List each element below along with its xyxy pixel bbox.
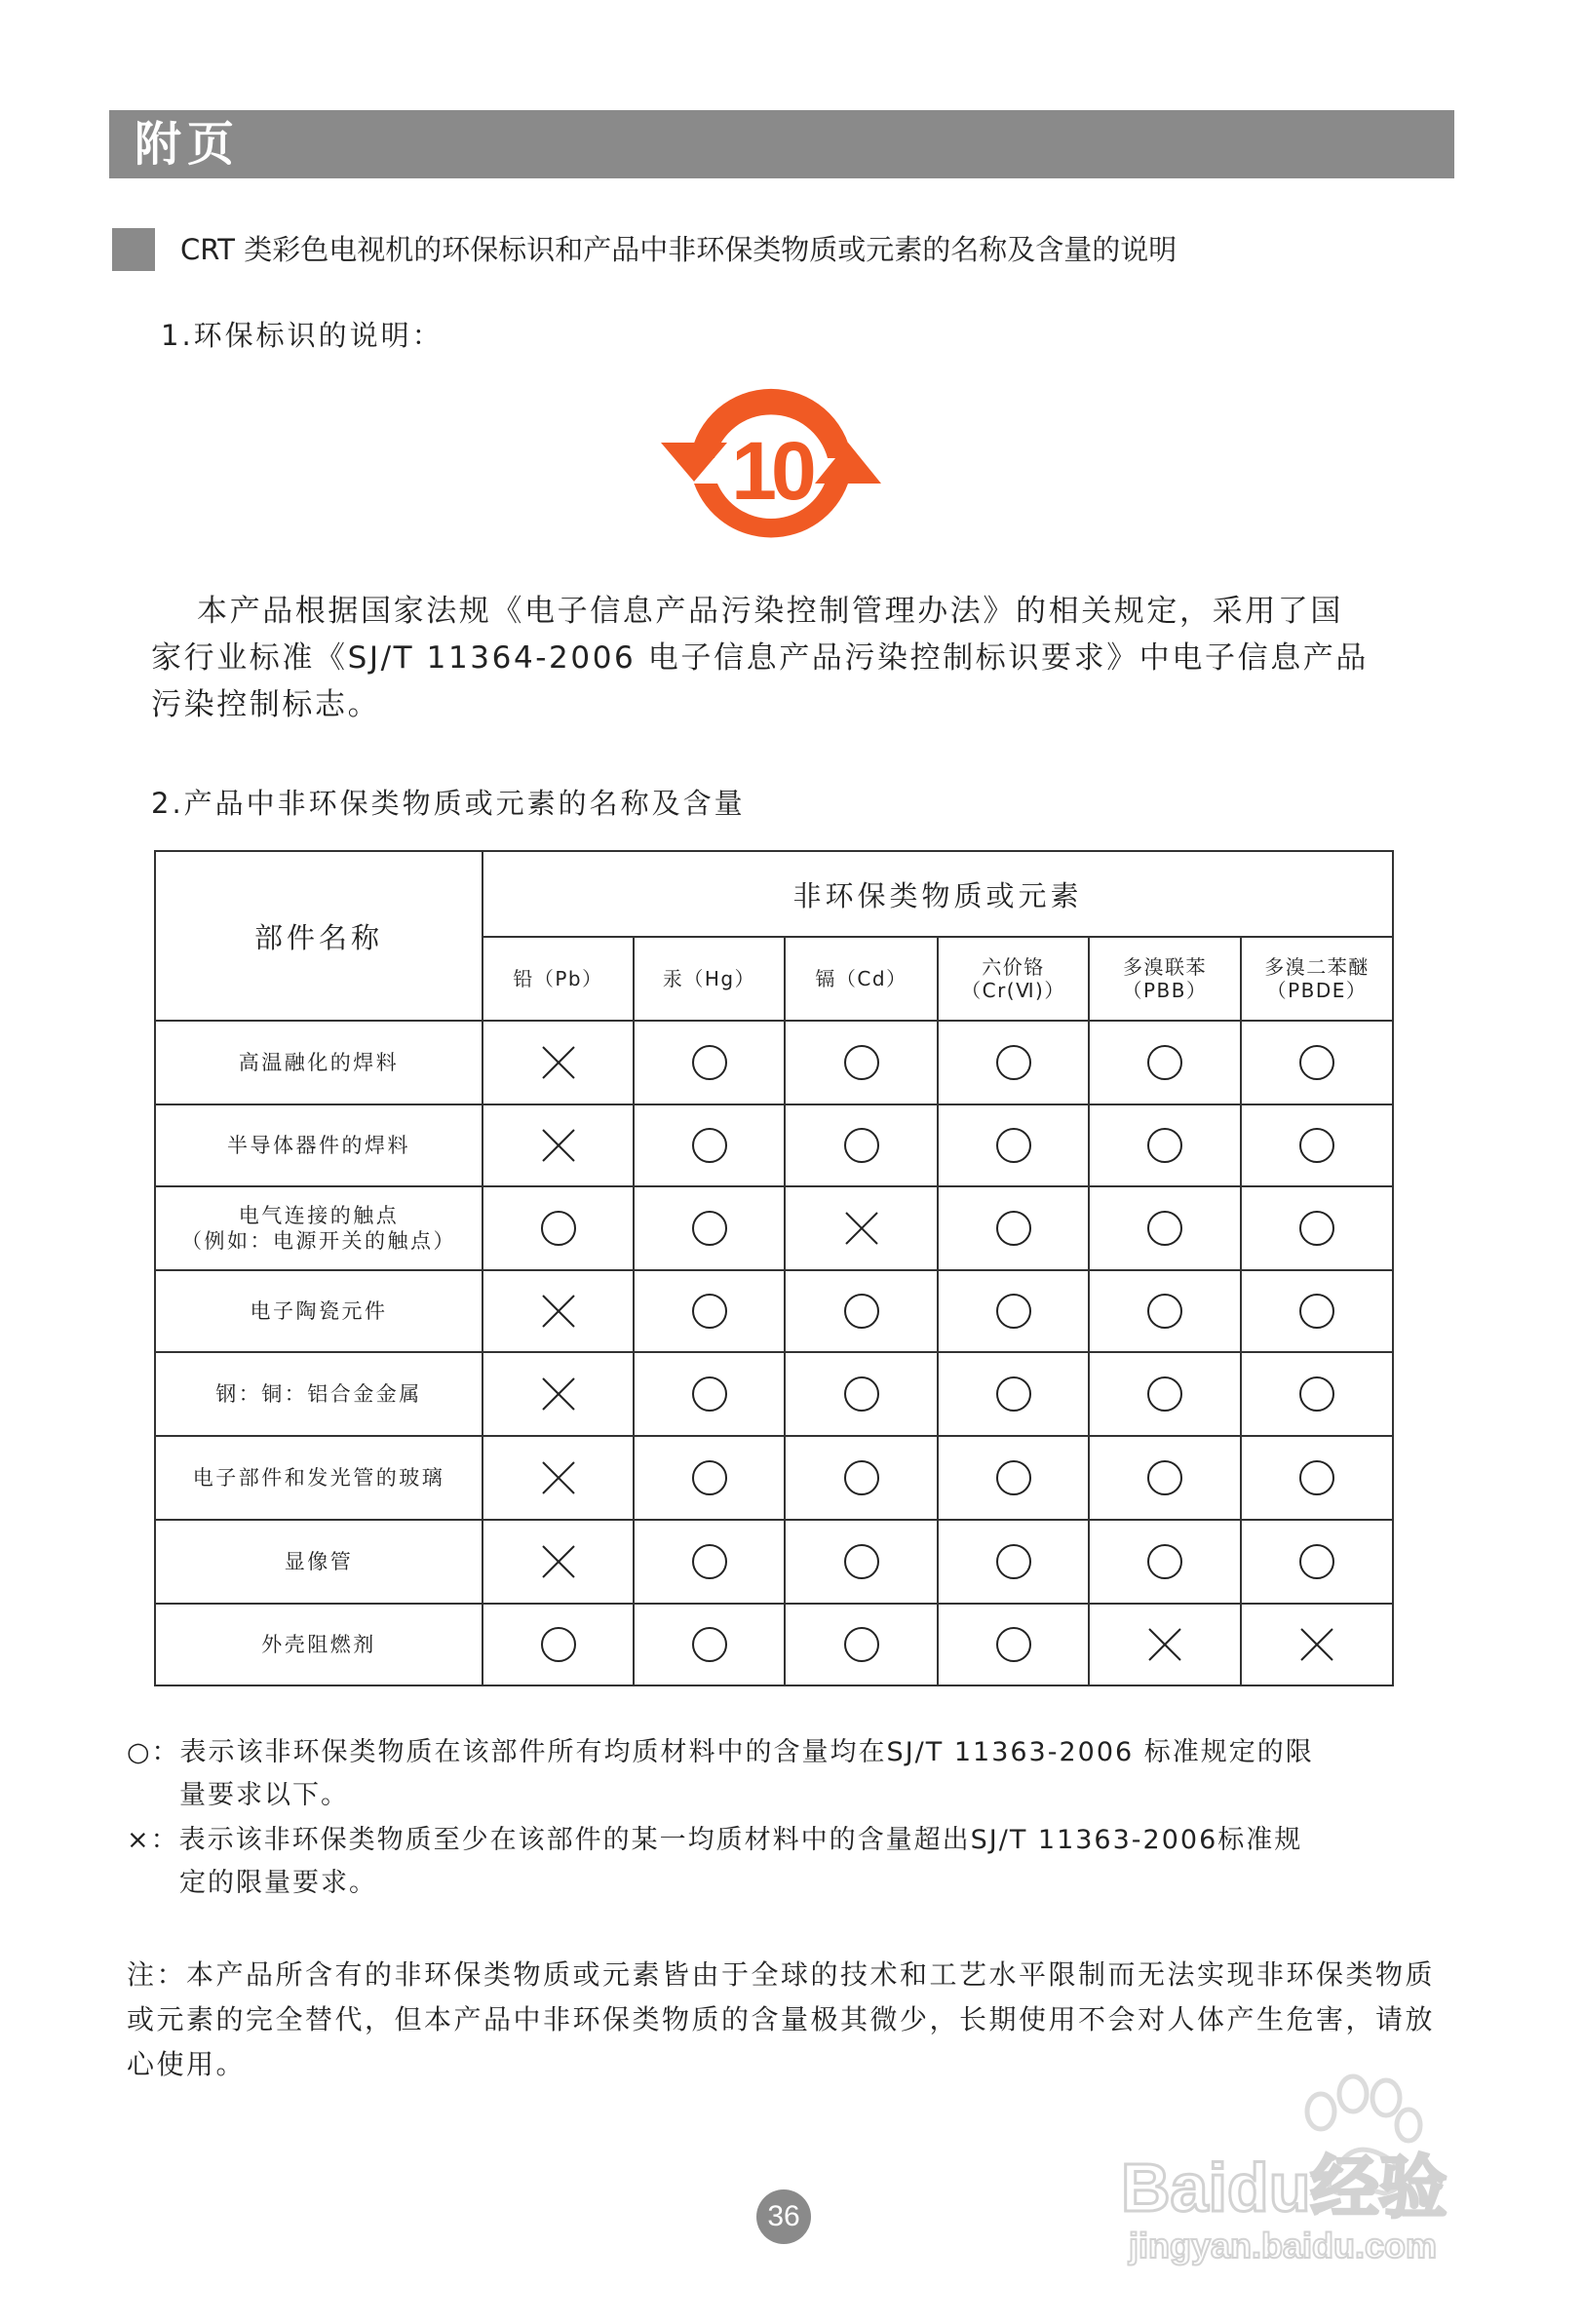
legend-line: 量要求以下。 bbox=[179, 1780, 349, 1810]
table-row bbox=[155, 1104, 1393, 1186]
substance-mark-cell bbox=[1089, 1021, 1241, 1104]
substance-name: 镉（Cd） bbox=[815, 967, 907, 990]
substance-mark-cell bbox=[1241, 1270, 1393, 1352]
logo-number: 10 bbox=[731, 425, 811, 517]
table-row bbox=[155, 1352, 1393, 1436]
paragraph-line: 污染控制标志。 bbox=[151, 687, 381, 722]
part-name: 电气连接的触点 bbox=[238, 1204, 400, 1227]
paragraph-line: 本产品根据国家法规《电子信息产品污染控制管理办法》的相关规定，采用了国 bbox=[197, 594, 1343, 629]
cross-mark-icon bbox=[842, 1209, 881, 1248]
environment-protection-use-period-icon bbox=[659, 374, 883, 569]
substance-mark-cell bbox=[1241, 1604, 1393, 1685]
cross-mark-icon bbox=[539, 1043, 578, 1082]
substance-mark-cell bbox=[938, 1604, 1089, 1685]
substance-mark-cell bbox=[634, 1186, 785, 1270]
section-title: CRT 类彩色电视机的环保标识和产品中非环保类物质或元素的名称及含量的说明 bbox=[180, 233, 1178, 266]
part-name-cell bbox=[155, 1604, 483, 1685]
part-name: 钢：铜：铝合金金属 bbox=[215, 1382, 422, 1406]
substance-column-header bbox=[1089, 937, 1241, 1021]
table-row bbox=[155, 1436, 1393, 1520]
part-name: 外壳阻燃剂 bbox=[261, 1633, 376, 1656]
substance-group-header: 非环保类物质或元素 bbox=[483, 851, 1393, 937]
subheading-2: 2.产品中非环保类物质或元素的名称及含量 bbox=[151, 787, 746, 820]
part-name-header: 部件名称 bbox=[155, 851, 483, 1021]
substance-mark-cell bbox=[785, 1352, 938, 1436]
substance-mark-cell bbox=[1241, 1520, 1393, 1604]
substance-mark-cell bbox=[1241, 1352, 1393, 1436]
substance-mark-cell bbox=[1089, 1270, 1241, 1352]
circle-mark-icon bbox=[690, 1375, 729, 1414]
substance-mark-cell bbox=[634, 1436, 785, 1520]
substance-name: 多溴联苯 bbox=[1123, 955, 1207, 979]
section-marker bbox=[112, 228, 155, 271]
circle-legend bbox=[127, 1731, 1423, 1817]
circle-mark-icon bbox=[1297, 1458, 1336, 1497]
substance-name: 铅（Pb） bbox=[513, 967, 603, 990]
part-name-cell bbox=[155, 1270, 483, 1352]
substance-mark-cell bbox=[785, 1104, 938, 1186]
part-name-cell bbox=[155, 1021, 483, 1104]
circle-mark-icon bbox=[994, 1043, 1033, 1082]
table-row bbox=[155, 1270, 1393, 1352]
legend-line: ○：表示该非环保类物质在该部件所有均质材料中的含量均在SJ/T 11363-2006 标准规定的限 bbox=[127, 1737, 1314, 1767]
subheading-1: 1.环保标识的说明： bbox=[161, 319, 444, 352]
substance-column-header bbox=[785, 937, 938, 1021]
substance-mark-cell bbox=[1089, 1186, 1241, 1270]
circle-mark-icon bbox=[539, 1625, 578, 1664]
legend-line: 定的限量要求。 bbox=[179, 1868, 377, 1898]
circle-mark-icon bbox=[842, 1375, 881, 1414]
table-row bbox=[155, 1186, 1393, 1270]
substance-mark-cell bbox=[785, 1021, 938, 1104]
circle-mark-icon bbox=[690, 1625, 729, 1664]
circle-mark-icon bbox=[994, 1126, 1033, 1165]
substance-mark-cell bbox=[1089, 1104, 1241, 1186]
substance-mark-cell bbox=[785, 1604, 938, 1685]
cross-mark-icon bbox=[1145, 1625, 1184, 1664]
circle-mark-icon bbox=[842, 1292, 881, 1331]
substance-mark-cell bbox=[938, 1186, 1089, 1270]
part-name-cell bbox=[155, 1352, 483, 1436]
part-name: 高温融化的焊料 bbox=[238, 1051, 400, 1074]
substance-name: 六价铬 bbox=[982, 955, 1045, 979]
note-line: 注：本产品所含有的非环保类物质或元素皆由于全球的技术和工艺水平限制而无法实现非环保类物质 bbox=[127, 1958, 1436, 1991]
substance-mark-cell bbox=[483, 1186, 634, 1270]
substance-mark-cell bbox=[483, 1436, 634, 1520]
substance-mark-cell bbox=[785, 1520, 938, 1604]
part-name: 显像管 bbox=[284, 1550, 354, 1573]
intro-paragraph bbox=[151, 588, 1409, 728]
part-name: 电子部件和发光管的玻璃 bbox=[192, 1466, 445, 1490]
table-row bbox=[155, 1021, 1393, 1104]
substance-name: 多溴二苯醚 bbox=[1264, 955, 1370, 979]
substance-mark-cell bbox=[634, 1104, 785, 1186]
substance-mark-cell bbox=[483, 1021, 634, 1104]
substance-mark-cell bbox=[938, 1270, 1089, 1352]
substance-symbol: （PBB） bbox=[1122, 979, 1208, 1002]
page-number: 36 bbox=[756, 2189, 811, 2244]
substance-name: 汞（Hg） bbox=[662, 967, 756, 990]
substance-mark-cell bbox=[1241, 1104, 1393, 1186]
circle-mark-icon bbox=[994, 1458, 1033, 1497]
circle-mark-icon bbox=[842, 1542, 881, 1581]
substance-mark-cell bbox=[1241, 1021, 1393, 1104]
substance-mark-cell bbox=[634, 1352, 785, 1436]
substance-mark-cell bbox=[483, 1604, 634, 1685]
circle-mark-icon bbox=[994, 1209, 1033, 1248]
circle-mark-icon bbox=[842, 1458, 881, 1497]
table-row bbox=[155, 1520, 1393, 1604]
circle-mark-icon bbox=[1145, 1043, 1184, 1082]
header-bar bbox=[109, 110, 1454, 178]
circle-mark-icon bbox=[842, 1625, 881, 1664]
substance-mark-cell bbox=[634, 1270, 785, 1352]
substance-mark-cell bbox=[634, 1021, 785, 1104]
circle-mark-icon bbox=[690, 1209, 729, 1248]
paragraph-line: 家行业标准《SJ/T 11364-2006 电子信息产品污染控制标识要求》中电子信息产品 bbox=[151, 640, 1369, 676]
substance-mark-cell bbox=[483, 1352, 634, 1436]
part-name-cell bbox=[155, 1520, 483, 1604]
substance-mark-cell bbox=[785, 1270, 938, 1352]
circle-mark-icon bbox=[1145, 1292, 1184, 1331]
substance-symbol: （PBDE） bbox=[1266, 979, 1368, 1002]
cross-mark-icon bbox=[539, 1292, 578, 1331]
circle-mark-icon bbox=[994, 1542, 1033, 1581]
cross-mark-icon bbox=[539, 1542, 578, 1581]
circle-mark-icon bbox=[1297, 1292, 1336, 1331]
page-title: 附页 bbox=[135, 117, 241, 172]
note-line: 心使用。 bbox=[127, 2048, 247, 2080]
cross-mark-icon bbox=[1297, 1625, 1336, 1664]
substance-mark-cell bbox=[938, 1104, 1089, 1186]
watermark-url: jingyan.baidu.com bbox=[1129, 2226, 1438, 2266]
substance-column-header bbox=[938, 937, 1089, 1021]
substance-mark-cell bbox=[938, 1520, 1089, 1604]
table-row bbox=[155, 1604, 1393, 1685]
circle-mark-icon bbox=[842, 1043, 881, 1082]
hazardous-substance-table bbox=[154, 850, 1394, 1686]
substance-mark-cell bbox=[1089, 1352, 1241, 1436]
cross-mark-icon bbox=[539, 1458, 578, 1497]
cross-mark-icon bbox=[539, 1126, 578, 1165]
circle-mark-icon bbox=[842, 1126, 881, 1165]
circle-mark-icon bbox=[1145, 1542, 1184, 1581]
substance-column-header bbox=[483, 937, 634, 1021]
substance-mark-cell bbox=[938, 1436, 1089, 1520]
cross-mark-icon bbox=[539, 1375, 578, 1414]
substance-mark-cell bbox=[785, 1186, 938, 1270]
substance-mark-cell bbox=[1089, 1436, 1241, 1520]
note-line: 或元素的完全替代，但本产品中非环保类物质的含量极其微少，长期使用不会对人体产生危害，请放 bbox=[127, 2003, 1436, 2035]
baidu-watermark bbox=[1111, 2065, 1482, 2269]
substance-mark-cell bbox=[1089, 1604, 1241, 1685]
part-name-cell bbox=[155, 1436, 483, 1520]
circle-mark-icon bbox=[1145, 1375, 1184, 1414]
circle-mark-icon bbox=[1297, 1126, 1336, 1165]
substance-mark-cell bbox=[634, 1604, 785, 1685]
substance-mark-cell bbox=[483, 1104, 634, 1186]
part-name-cell bbox=[155, 1186, 483, 1270]
cross-legend bbox=[127, 1819, 1423, 1905]
substance-mark-cell bbox=[938, 1021, 1089, 1104]
part-name: 半导体器件的焊料 bbox=[227, 1134, 410, 1157]
circle-mark-icon bbox=[1145, 1209, 1184, 1248]
substance-mark-cell bbox=[1241, 1436, 1393, 1520]
substance-mark-cell bbox=[483, 1270, 634, 1352]
part-name: 电子陶瓷元件 bbox=[250, 1299, 388, 1323]
circle-mark-icon bbox=[994, 1375, 1033, 1414]
circle-mark-icon bbox=[539, 1209, 578, 1248]
part-name-example: （例如：电源开关的触点） bbox=[181, 1229, 456, 1253]
watermark-brand: Baidu经验 bbox=[1121, 2150, 1448, 2226]
circle-mark-icon bbox=[1297, 1043, 1336, 1082]
substance-column-header bbox=[634, 937, 785, 1021]
circle-mark-icon bbox=[690, 1043, 729, 1082]
substance-mark-cell bbox=[483, 1520, 634, 1604]
circle-mark-icon bbox=[1297, 1542, 1336, 1581]
circle-mark-icon bbox=[690, 1126, 729, 1165]
part-name-cell bbox=[155, 1104, 483, 1186]
substance-symbol: （Cr(Ⅵ)） bbox=[961, 979, 1065, 1002]
substance-mark-cell bbox=[634, 1520, 785, 1604]
circle-mark-icon bbox=[1297, 1209, 1336, 1248]
legend-line: ×：表示该非环保类物质至少在该部件的某一均质材料中的含量超出SJ/T 11363-2006标准规 bbox=[127, 1825, 1303, 1855]
circle-mark-icon bbox=[1297, 1375, 1336, 1414]
circle-mark-icon bbox=[690, 1542, 729, 1581]
circle-mark-icon bbox=[690, 1292, 729, 1331]
circle-mark-icon bbox=[994, 1625, 1033, 1664]
substance-mark-cell bbox=[785, 1436, 938, 1520]
circle-mark-icon bbox=[690, 1458, 729, 1497]
substance-column-header bbox=[1241, 937, 1393, 1021]
substance-mark-cell bbox=[1241, 1186, 1393, 1270]
circle-mark-icon bbox=[1145, 1458, 1184, 1497]
circle-mark-icon bbox=[1145, 1126, 1184, 1165]
circle-mark-icon bbox=[994, 1292, 1033, 1331]
substance-mark-cell bbox=[1089, 1520, 1241, 1604]
substance-mark-cell bbox=[938, 1352, 1089, 1436]
